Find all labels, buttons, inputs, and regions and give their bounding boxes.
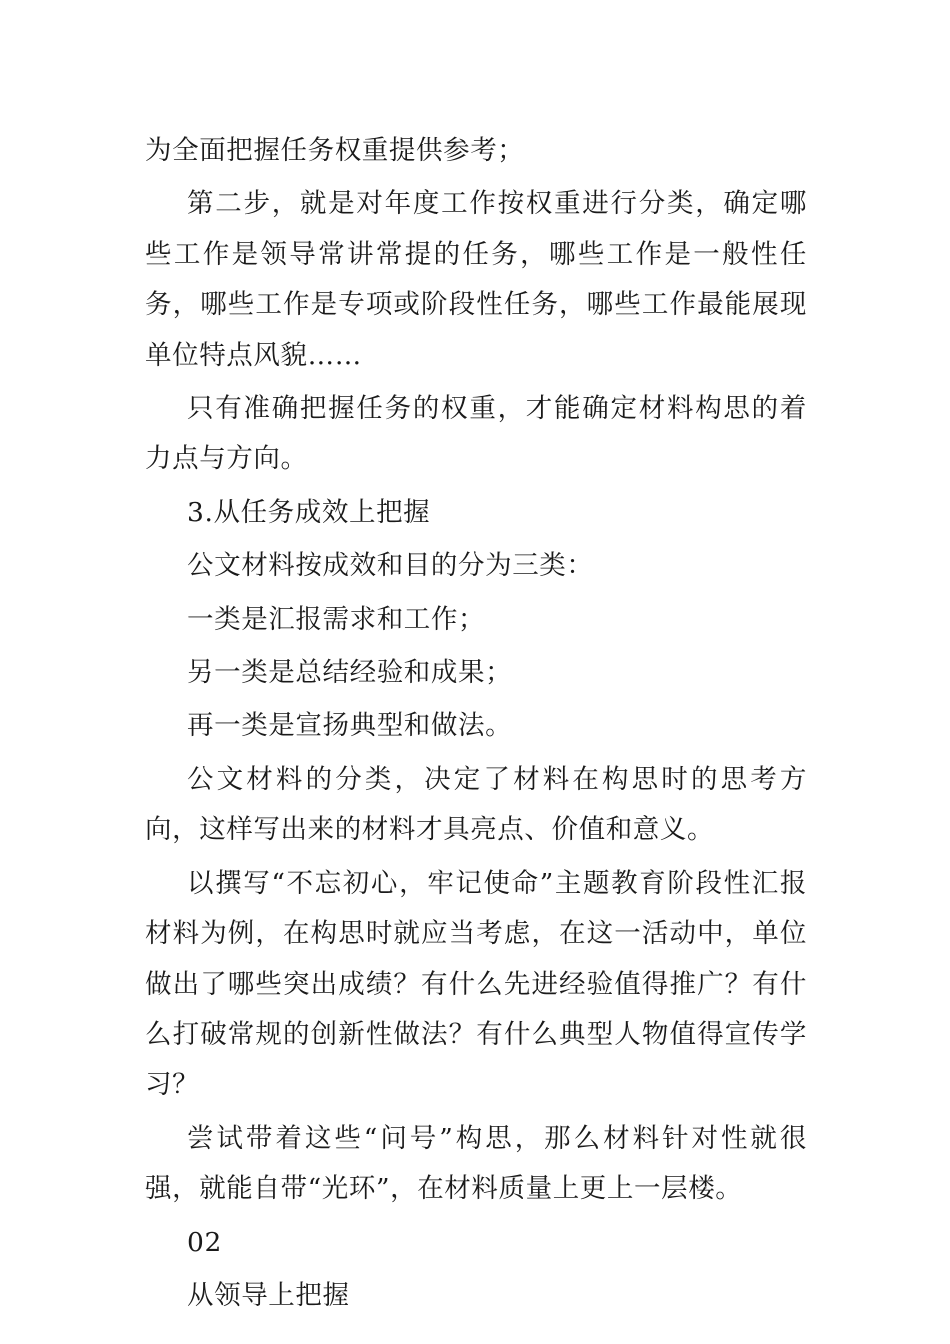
paragraph-question-marks: 尝试带着这些“问号”构思，那么材料针对性就很强，就能自带“光环”，在材料质量上更上一层楼。 xyxy=(145,1122,807,1205)
paragraph-task-weight: 只有准确把握任务的权重，才能确定材料构思的着力点与方向。 xyxy=(145,393,807,475)
paragraph-classification: 公文材料的分类，决定了材料在构思时的思考方向，这样写出来的材料才具亮点、价值和意义。 xyxy=(145,763,807,846)
section-heading-task-effect: 3.从任务成效上把握 xyxy=(187,496,431,528)
paragraph-example: 以撰写“不忘初心，牢记使命”主题教育阶段性汇报材料为例，在构思时就应当考虑，在这一活动中，单位做出了哪些突出成绩？有什么先进经验值得推广？有什么打破常规的创新性做法？有什么典型人物值得宣传学习？ xyxy=(145,867,807,1101)
paragraph-continuation: 为全面把握任务权重提供参考； xyxy=(145,135,525,166)
paragraph-step-two: 第二步，就是对年度工作按权重进行分类，确定哪些工作是领导常讲常提的任务，哪些工作是一般性任务，哪些工作是专项或阶段性任务，哪些工作最能展现单位特点风貌…… xyxy=(145,188,807,371)
list-item-type-two: 另一类是总结经验和成果； xyxy=(187,657,513,689)
paragraph-three-types: 公文材料按成效和目的分为三类： xyxy=(187,550,594,582)
list-item-type-one: 一类是汇报需求和工作； xyxy=(187,603,486,635)
section-heading-leadership: 从领导上把握 xyxy=(187,1279,350,1311)
list-item-type-three: 再一类是宣扬典型和做法。 xyxy=(187,710,513,742)
section-number: 02 xyxy=(187,1226,222,1258)
document-page xyxy=(145,126,807,1324)
